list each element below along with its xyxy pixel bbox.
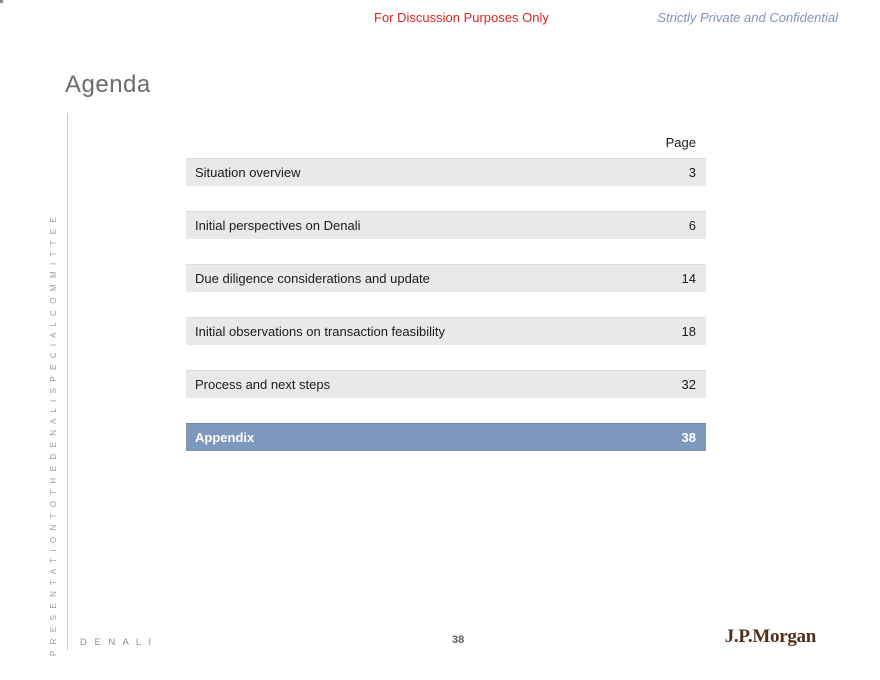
agenda-row [186,423,706,451]
agenda-row-page: 3 [688,165,696,180]
confidential-label: Strictly Private and Confidential [657,10,838,25]
agenda-row [186,317,706,345]
agenda-row [186,211,706,239]
footer-page-number: 38 [452,634,465,646]
presentation-vertical-label: P R E S E N T A T I O N T O T H E D E N A L I S P E C I A L C O M M I T T E E [49,215,58,656]
agenda-row-label: Initial observations on transaction feasibility [195,324,446,339]
agenda-rows [186,158,706,476]
agenda-row-page: 14 [681,271,696,286]
jpmorgan-logo: J.P.Morgan [724,626,816,647]
page-title: Agenda [65,71,151,98]
agenda-row [186,264,706,292]
agenda-row-page: 32 [681,377,696,392]
agenda-row-page: 6 [688,218,696,233]
discussion-purposes-label: For Discussion Purposes Only [374,10,549,25]
agenda-row [186,370,706,398]
agenda-row-label: Due diligence considerations and update [195,271,430,286]
agenda-row-page: 18 [681,324,696,339]
agenda-row-label: Appendix [195,430,255,445]
agenda-row-label: Process and next steps [195,377,331,392]
agenda-row [186,158,706,186]
footer-deal-name: D E N A L I [80,637,154,648]
agenda-row-label: Situation overview [195,165,301,180]
agenda-row-page: 38 [681,430,696,445]
corner-artifact-mark [0,0,3,3]
page-column-header: Page [665,135,696,150]
left-vertical-rule [67,113,68,650]
agenda-row-label: Initial perspectives on Denali [195,218,361,233]
